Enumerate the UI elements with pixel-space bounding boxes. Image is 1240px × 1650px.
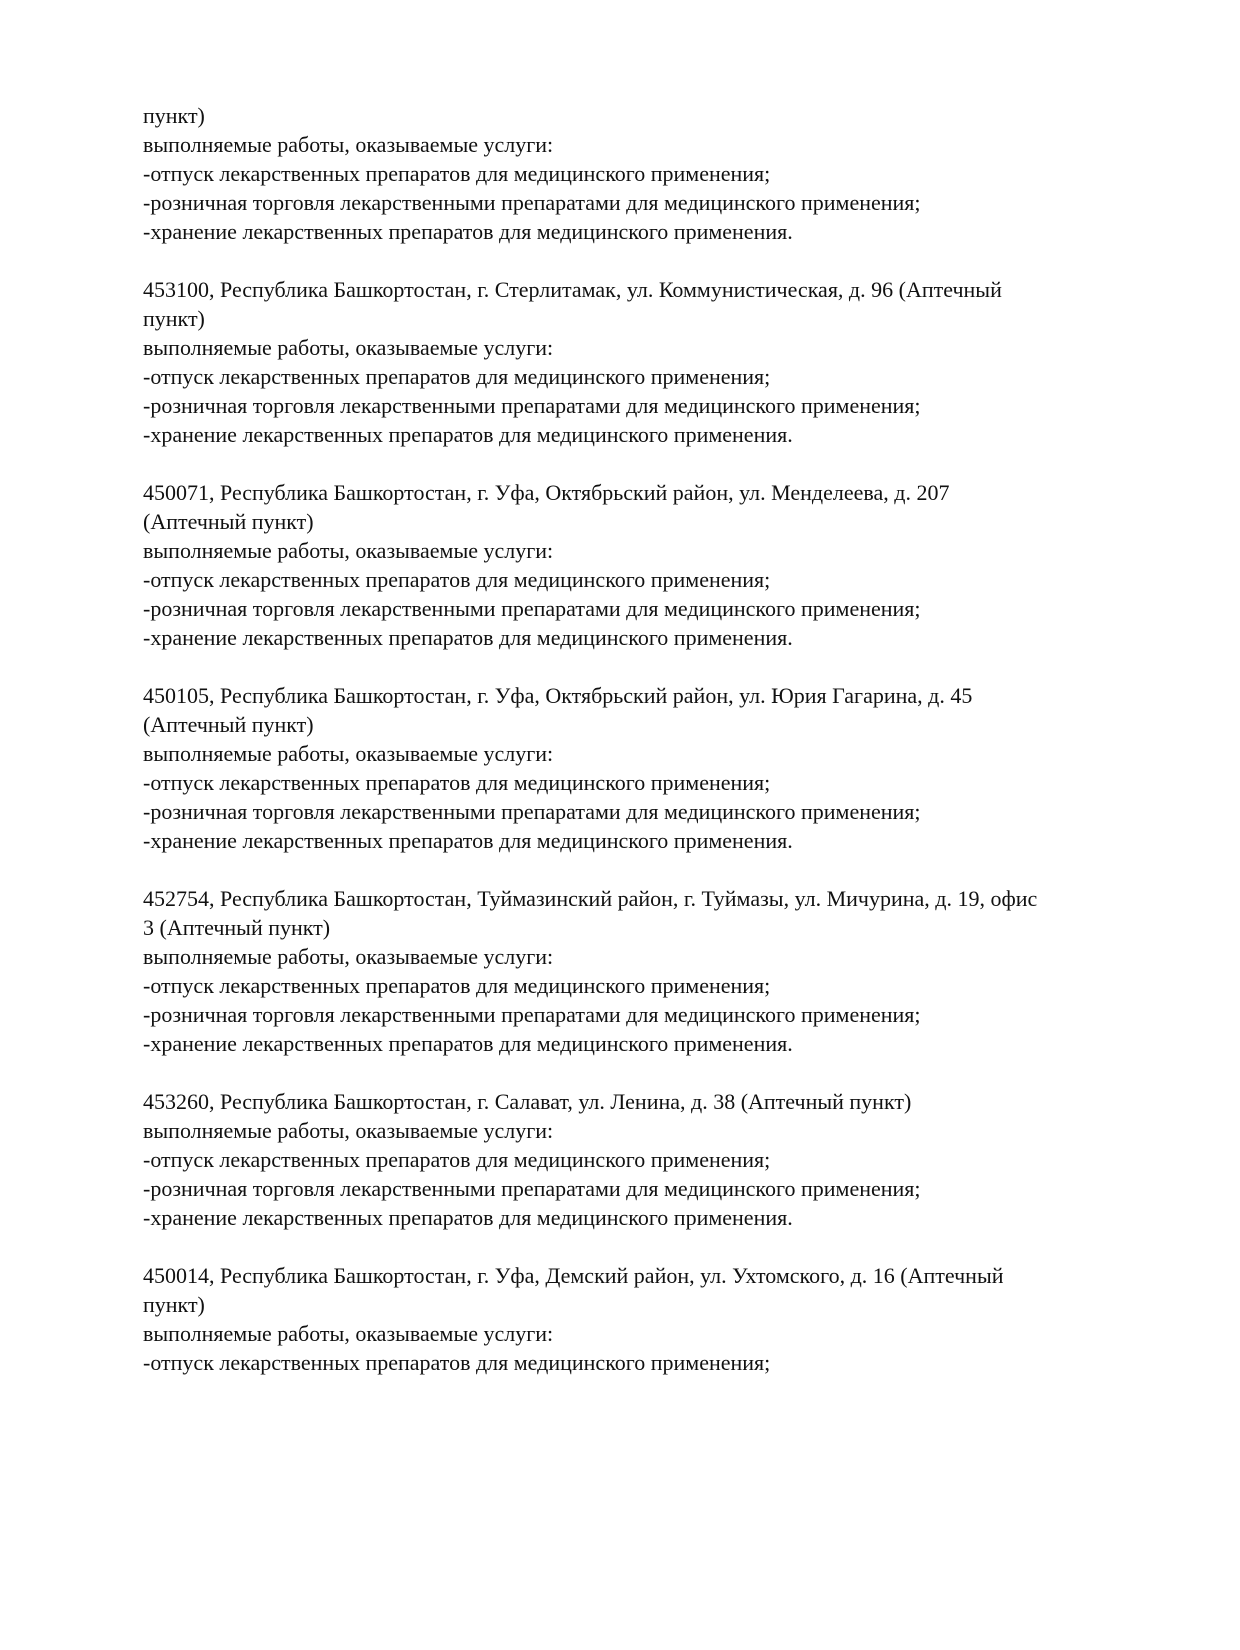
text-line: -хранение лекарственных препаратов для медицинского применения.: [143, 1031, 793, 1056]
text-line: -хранение лекарственных препаратов для медицинского применения.: [143, 625, 793, 650]
text-line: выполняемые работы, оказываемые услуги:: [143, 132, 554, 157]
block-spacer: [143, 246, 1143, 275]
text-line: выполняемые работы, оказываемые услуги:: [143, 1321, 554, 1346]
text-line: выполняемые работы, оказываемые услуги:: [143, 1118, 554, 1143]
text-line: -отпуск лекарственных препаратов для медицинского применения;: [143, 1147, 771, 1172]
address-line: 453260, Республика Башкортостан, г. Салават, ул. Ленина, д. 38 (Аптечный пункт): [143, 1089, 912, 1114]
text-line: -отпуск лекарственных препаратов для медицинского применения;: [143, 364, 771, 389]
text-line: -розничная торговля лекарственными препаратами для медицинского применения;: [143, 1002, 921, 1027]
address-line: 453100, Республика Башкортостан, г. Стерлитамак, ул. Коммунистическая, д. 96 (Аптечный: [143, 277, 1002, 302]
text-line: -хранение лекарственных препаратов для медицинского применения.: [143, 422, 793, 447]
address-block: [143, 1087, 1143, 1232]
text-line: пункт): [143, 306, 205, 331]
text-line: выполняемые работы, оказываемые услуги:: [143, 538, 554, 563]
block-spacer: [143, 449, 1143, 478]
block-spacer: [143, 855, 1143, 884]
address-block: [143, 275, 1143, 449]
address-line: 452754, Республика Башкортостан, Туймазинский район, г. Туймазы, ул. Мичурина, д. 19, офис: [143, 886, 1038, 911]
address-block: [143, 884, 1143, 1058]
text-line: -розничная торговля лекарственными препаратами для медицинского применения;: [143, 799, 921, 824]
address-block: [143, 101, 1143, 246]
text-line: -отпуск лекарственных препаратов для медицинского применения;: [143, 161, 771, 186]
text-line: выполняемые работы, оказываемые услуги:: [143, 741, 554, 766]
text-line: (Аптечный пункт): [143, 509, 314, 534]
text-line: -розничная торговля лекарственными препаратами для медицинского применения;: [143, 393, 921, 418]
text-line: выполняемые работы, оказываемые услуги:: [143, 335, 554, 360]
text-line: -отпуск лекарственных препаратов для медицинского применения;: [143, 567, 771, 592]
address-line: 450071, Республика Башкортостан, г. Уфа, Октябрьский район, ул. Менделеева, д. 207: [143, 480, 950, 505]
text-line: -розничная торговля лекарственными препаратами для медицинского применения;: [143, 596, 921, 621]
address-line: 450105, Республика Башкортостан, г. Уфа, Октябрьский район, ул. Юрия Гагарина, д. 45: [143, 683, 973, 708]
text-line: -отпуск лекарственных препаратов для медицинского применения;: [143, 973, 771, 998]
text-line: -хранение лекарственных препаратов для медицинского применения.: [143, 1205, 793, 1230]
text-line: пункт): [143, 103, 205, 128]
text-line: пункт): [143, 1292, 205, 1317]
text-line: (Аптечный пункт): [143, 712, 314, 737]
text-line: -отпуск лекарственных препаратов для медицинского применения;: [143, 1350, 771, 1375]
text-line: -хранение лекарственных препаратов для медицинского применения.: [143, 219, 793, 244]
address-block: [143, 681, 1143, 855]
document-page: [143, 101, 1143, 1377]
address-line: 450014, Республика Башкортостан, г. Уфа, Демский район, ул. Ухтомского, д. 16 (Аптечный: [143, 1263, 1004, 1288]
text-line: -хранение лекарственных препаратов для медицинского применения.: [143, 828, 793, 853]
text-line: -розничная торговля лекарственными препаратами для медицинского применения;: [143, 1176, 921, 1201]
address-block: [143, 478, 1143, 652]
block-spacer: [143, 1058, 1143, 1087]
text-line: -отпуск лекарственных препаратов для медицинского применения;: [143, 770, 771, 795]
block-spacer: [143, 1232, 1143, 1261]
block-spacer: [143, 652, 1143, 681]
text-line: 3 (Аптечный пункт): [143, 915, 331, 940]
text-line: -розничная торговля лекарственными препаратами для медицинского применения;: [143, 190, 921, 215]
text-line: выполняемые работы, оказываемые услуги:: [143, 944, 554, 969]
address-block: [143, 1261, 1143, 1377]
